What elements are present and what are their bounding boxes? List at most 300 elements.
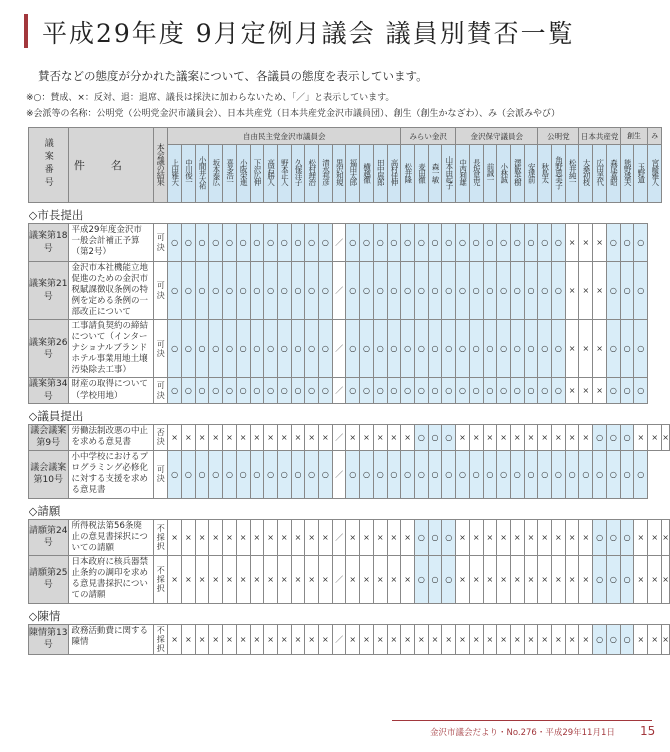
vote-cell: × <box>510 519 524 555</box>
bill-result: 可決 <box>154 450 168 498</box>
vote-cell: ○ <box>181 320 195 378</box>
vote-cell: ○ <box>442 519 456 555</box>
vote-cell: × <box>277 424 291 450</box>
member-name: 高村佳伸 <box>387 145 401 203</box>
vote-cell: × <box>524 424 538 450</box>
vote-cell: ○ <box>620 320 634 378</box>
vote-cell: × <box>401 624 415 654</box>
vote-cell: ○ <box>291 450 305 498</box>
member-name: 小阪栄進 <box>236 145 250 203</box>
member-name: 久保洋子 <box>291 145 305 203</box>
vote-cell: ○ <box>634 320 648 378</box>
vote-cell: ○ <box>510 378 524 403</box>
vote-cell: ○ <box>634 224 648 262</box>
vote-cell: ／ <box>332 262 346 320</box>
vote-cell: ○ <box>606 450 620 498</box>
vote-cell: × <box>579 555 593 603</box>
vote-cell: × <box>524 555 538 603</box>
party-header: 自由民主党金沢市議員会 <box>168 128 401 145</box>
vote-cell: ○ <box>606 320 620 378</box>
vote-cell: ○ <box>168 262 182 320</box>
bill-result: 不採択 <box>154 624 168 654</box>
vote-cell: ○ <box>538 262 552 320</box>
vote-cell: ○ <box>181 224 195 262</box>
vote-cell: × <box>634 519 648 555</box>
vote-cell: × <box>373 624 387 654</box>
vote-cell: × <box>236 624 250 654</box>
vote-cell: × <box>428 624 442 654</box>
vote-cell: ○ <box>428 424 442 450</box>
vote-cell: × <box>565 555 579 603</box>
member-name: 熊野盛夫 <box>620 145 634 203</box>
vote-cell: × <box>483 624 497 654</box>
member-name: 広田美代 <box>593 145 607 203</box>
member-name: 安達前 <box>524 145 538 203</box>
vote-cell: ○ <box>428 378 442 403</box>
vote-cell: × <box>346 624 360 654</box>
vote-cell: × <box>469 624 483 654</box>
vote-cell: × <box>401 519 415 555</box>
vote-cell: × <box>497 424 511 450</box>
vote-cell: ○ <box>428 519 442 555</box>
vote-cell: ○ <box>277 224 291 262</box>
vote-cell: ○ <box>360 262 374 320</box>
vote-cell: × <box>483 555 497 603</box>
vote-cell: ○ <box>223 262 237 320</box>
section-label: ◇請願 <box>28 503 61 518</box>
vote-cell: × <box>181 624 195 654</box>
vote-cell: × <box>524 519 538 555</box>
vote-cell: ○ <box>483 450 497 498</box>
vote-cell: ○ <box>442 262 456 320</box>
vote-cell: ○ <box>264 224 278 262</box>
vote-cell: × <box>565 378 579 403</box>
vote-cell: ○ <box>634 450 648 498</box>
vote-cell: ○ <box>360 320 374 378</box>
vote-cell: × <box>168 555 182 603</box>
member-name: 秋島太 <box>538 145 552 203</box>
vote-cell: ○ <box>305 262 319 320</box>
party-names-note: ※会派等の名称：公明党（公明党金沢市議員会）、日本共産党（日本共産党金沢市議員団）、創生（創生かなざわ）、み（会派みやび） <box>26 109 561 119</box>
vote-cell: ○ <box>497 378 511 403</box>
vote-cell: × <box>469 555 483 603</box>
vote-cell: ○ <box>469 320 483 378</box>
vote-cell: ○ <box>360 224 374 262</box>
vote-cell: ○ <box>168 224 182 262</box>
vote-cell: × <box>277 624 291 654</box>
vote-cell: × <box>223 555 237 603</box>
vote-cell: ○ <box>483 262 497 320</box>
vote-cell: ○ <box>291 320 305 378</box>
vote-cell: ○ <box>373 262 387 320</box>
vote-cell: ○ <box>387 450 401 498</box>
party-header: み <box>648 128 662 145</box>
vote-cell: ○ <box>593 624 607 654</box>
vote-cell: × <box>565 624 579 654</box>
header-bill-name: 件名 <box>68 128 154 203</box>
vote-cell: ○ <box>428 555 442 603</box>
member-name: 森尾嘉昭 <box>606 145 620 203</box>
section-header <box>29 203 670 224</box>
vote-cell: × <box>195 555 209 603</box>
vote-cell: ○ <box>168 378 182 403</box>
vote-cell: × <box>387 519 401 555</box>
member-name: 松村理治 <box>305 145 319 203</box>
bill-title: 労働法制改悪の中止を求める意見書 <box>68 424 154 450</box>
vote-cell: ○ <box>346 320 360 378</box>
vote-cell: × <box>264 555 278 603</box>
vote-cell: ○ <box>387 378 401 403</box>
vote-cell: × <box>538 555 552 603</box>
vote-cell: ○ <box>593 555 607 603</box>
vote-cell: ○ <box>510 224 524 262</box>
vote-cell: ○ <box>606 624 620 654</box>
vote-cell: ○ <box>414 378 428 403</box>
section-label: ◇議員提出 <box>28 408 84 423</box>
vote-cell: × <box>593 320 607 378</box>
vote-cell: ○ <box>209 224 223 262</box>
vote-cell: × <box>469 424 483 450</box>
vote-cell: ○ <box>236 224 250 262</box>
bill-row <box>29 424 670 450</box>
bill-number: 請願第24号 <box>29 519 69 555</box>
vote-cell: × <box>538 424 552 450</box>
vote-cell: ○ <box>510 320 524 378</box>
vote-cell: × <box>305 624 319 654</box>
member-name: 松井隆 <box>401 145 415 203</box>
vote-cell: ○ <box>524 450 538 498</box>
vote-cell: × <box>181 424 195 450</box>
vote-cell: × <box>209 555 223 603</box>
vote-cell: ○ <box>442 378 456 403</box>
vote-cell: ○ <box>401 450 415 498</box>
vote-cell: × <box>579 378 593 403</box>
member-name: 宮崎雅人 <box>648 145 662 203</box>
vote-cell: ○ <box>346 378 360 403</box>
vote-cell: ○ <box>373 224 387 262</box>
vote-cell: ○ <box>181 450 195 498</box>
vote-cell: ○ <box>538 378 552 403</box>
bill-number: 陳情第13号 <box>29 624 69 654</box>
vote-cell: × <box>497 624 511 654</box>
vote-cell: ○ <box>620 555 634 603</box>
member-name: 澤飯英樹 <box>510 145 524 203</box>
vote-cell: ○ <box>195 378 209 403</box>
vote-cell: ○ <box>593 519 607 555</box>
bill-row <box>29 262 670 320</box>
vote-cell: ○ <box>387 262 401 320</box>
vote-cell: ○ <box>510 262 524 320</box>
bill-title: 小中学校におけるプログラミング必修化に対する支援を求める意見書 <box>68 450 154 498</box>
vote-cell: ○ <box>483 224 497 262</box>
vote-cell: × <box>387 624 401 654</box>
vote-table-body <box>29 203 670 655</box>
bill-row <box>29 519 670 555</box>
bill-number: 議案第18号 <box>29 224 69 262</box>
vote-cell: ○ <box>168 450 182 498</box>
member-name: 福田太郎 <box>346 145 360 203</box>
vote-cell: ○ <box>236 262 250 320</box>
bill-number: 議会議案第10号 <box>29 450 69 498</box>
vote-cell: ○ <box>414 555 428 603</box>
vote-cell: ○ <box>236 378 250 403</box>
vote-cell: × <box>510 424 524 450</box>
vote-cell: ○ <box>524 262 538 320</box>
vote-cell: ○ <box>236 450 250 498</box>
member-name: 山本由起子 <box>442 145 456 203</box>
vote-cell: × <box>277 555 291 603</box>
vote-cell: ○ <box>579 450 593 498</box>
header-result: 本会議の結果 <box>154 128 168 203</box>
vote-cell: ○ <box>264 320 278 378</box>
bill-row <box>29 320 670 378</box>
vote-cell: × <box>552 555 566 603</box>
vote-cell: × <box>593 378 607 403</box>
legend-note: ※○：賛成、×：反対、退：退席、議長は採決に加わらないため、「／」と表示しています。 <box>26 93 395 103</box>
bill-result: 不採択 <box>154 519 168 555</box>
vote-cell: × <box>456 555 470 603</box>
vote-cell: ○ <box>456 224 470 262</box>
vote-cell: ○ <box>483 378 497 403</box>
vote-cell: ○ <box>250 378 264 403</box>
section-label: ◇市長提出 <box>28 208 84 222</box>
vote-cell: ／ <box>332 450 346 498</box>
vote-cell: × <box>593 224 607 262</box>
bill-result: 可決 <box>154 224 168 262</box>
vote-cell: × <box>662 424 670 450</box>
vote-cell: ○ <box>209 262 223 320</box>
vote-cell: ／ <box>332 519 346 555</box>
member-name: 松井純一 <box>565 145 579 203</box>
bill-result: 可決 <box>154 262 168 320</box>
bill-title: 政務活動費に関する陳情 <box>68 624 154 654</box>
vote-cell: × <box>319 424 333 450</box>
member-name: 角野恵美子 <box>552 145 566 203</box>
vote-cell: ○ <box>524 378 538 403</box>
bill-row <box>29 555 670 603</box>
vote-cell: ○ <box>538 450 552 498</box>
vote-cell: × <box>552 624 566 654</box>
vote-cell: × <box>360 624 374 654</box>
vote-cell: × <box>223 624 237 654</box>
vote-cell: × <box>648 624 662 654</box>
vote-cell: × <box>373 424 387 450</box>
vote-cell: × <box>264 424 278 450</box>
vote-cell: ○ <box>456 450 470 498</box>
vote-cell: ○ <box>209 378 223 403</box>
vote-cell: × <box>552 424 566 450</box>
vote-cell: ○ <box>565 450 579 498</box>
vote-cell: ○ <box>305 378 319 403</box>
vote-cell: ／ <box>332 378 346 403</box>
vote-cell: ○ <box>456 320 470 378</box>
section-header <box>29 403 670 424</box>
vote-cell: ○ <box>606 519 620 555</box>
vote-cell: ○ <box>552 320 566 378</box>
vote-cell: × <box>648 519 662 555</box>
vote-cell: × <box>209 519 223 555</box>
vote-cell: ○ <box>620 224 634 262</box>
vote-cell: × <box>483 424 497 450</box>
party-header: 日本共産党 <box>579 128 620 145</box>
vote-cell: × <box>168 624 182 654</box>
vote-cell: × <box>579 624 593 654</box>
vote-cell: × <box>346 555 360 603</box>
vote-cell: × <box>483 519 497 555</box>
vote-cell: ○ <box>346 262 360 320</box>
vote-cell: ○ <box>524 320 538 378</box>
bill-number: 議案第34号 <box>29 379 68 402</box>
vote-cell: × <box>662 624 670 654</box>
vote-cell: × <box>360 555 374 603</box>
vote-cell: × <box>579 519 593 555</box>
vote-cell: ○ <box>414 224 428 262</box>
bill-title: 平成29年度金沢市一般会計補正予算（第2号） <box>68 224 154 262</box>
bill-result: 不採択 <box>154 555 168 603</box>
vote-cell: ○ <box>346 450 360 498</box>
section-header <box>29 603 670 624</box>
vote-cell: ○ <box>305 320 319 378</box>
vote-cell: × <box>346 424 360 450</box>
vote-cell: × <box>236 519 250 555</box>
vote-cell: ○ <box>305 450 319 498</box>
vote-cell: × <box>579 262 593 320</box>
member-name: 横越徹 <box>360 145 374 203</box>
vote-cell: × <box>346 519 360 555</box>
party-header: 公明党 <box>538 128 579 145</box>
member-name: 大桑初枝 <box>579 145 593 203</box>
title-accent-bar <box>24 14 28 48</box>
bill-row <box>29 224 670 262</box>
vote-cell: ○ <box>593 424 607 450</box>
member-name: 下沢広伸 <box>250 145 264 203</box>
party-header-row <box>29 128 670 145</box>
vote-cell: ○ <box>483 320 497 378</box>
member-name: 中川俊一 <box>181 145 195 203</box>
bill-result: 否決 <box>154 424 168 450</box>
vote-cell: ○ <box>387 224 401 262</box>
vote-cell: × <box>250 424 264 450</box>
vote-cell: × <box>319 555 333 603</box>
vote-cell: ／ <box>332 320 346 378</box>
bill-result: 可決 <box>154 378 168 403</box>
bill-title: 財産の取得について（学校用地） <box>68 378 154 403</box>
vote-cell: ○ <box>414 424 428 450</box>
vote-cell: × <box>195 424 209 450</box>
vote-cell: ○ <box>634 378 648 403</box>
member-name: 喜多浩一 <box>223 145 237 203</box>
vote-cell: ○ <box>593 450 607 498</box>
vote-cell: ○ <box>606 262 620 320</box>
vote-cell: × <box>524 624 538 654</box>
bill-result: 可決 <box>154 320 168 378</box>
vote-cell: × <box>469 519 483 555</box>
vote-cell: ○ <box>264 378 278 403</box>
vote-cell: ○ <box>168 320 182 378</box>
vote-cell: ○ <box>181 262 195 320</box>
vote-cell: × <box>223 424 237 450</box>
vote-cell: × <box>168 424 182 450</box>
vote-cell: × <box>373 555 387 603</box>
vote-cell: ○ <box>538 224 552 262</box>
vote-cell: ○ <box>209 450 223 498</box>
vote-cell: ○ <box>442 320 456 378</box>
vote-cell: ○ <box>277 262 291 320</box>
page-title: 平成29年度 9月定例月議会 議員別賛否一覧 <box>42 19 575 48</box>
vote-cell: ○ <box>373 378 387 403</box>
vote-cell: × <box>360 424 374 450</box>
vote-cell: × <box>565 424 579 450</box>
vote-cell: ○ <box>620 262 634 320</box>
vote-cell: ○ <box>620 519 634 555</box>
vote-cell: × <box>264 624 278 654</box>
vote-cell: ○ <box>456 378 470 403</box>
party-header: 金沢保守議員会 <box>456 128 538 145</box>
member-name: 黒沢和規 <box>332 145 346 203</box>
vote-cell: ○ <box>277 378 291 403</box>
vote-cell: ○ <box>401 320 415 378</box>
bill-number: 議案第21号 <box>29 262 69 320</box>
vote-cell: × <box>552 519 566 555</box>
vote-cell: ○ <box>469 262 483 320</box>
vote-cell: × <box>565 519 579 555</box>
member-name: 坂本泰広 <box>209 145 223 203</box>
vote-cell: × <box>579 224 593 262</box>
vote-cell: ○ <box>428 450 442 498</box>
vote-cell: × <box>538 624 552 654</box>
vote-cell: ○ <box>250 450 264 498</box>
vote-cell: × <box>209 424 223 450</box>
vote-cell: × <box>456 519 470 555</box>
vote-cell: ○ <box>414 519 428 555</box>
vote-cell: × <box>510 555 524 603</box>
vote-cell: ○ <box>469 378 483 403</box>
vote-cell: ○ <box>401 378 415 403</box>
vote-cell: ○ <box>319 262 333 320</box>
vote-cell: × <box>442 624 456 654</box>
vote-cell: × <box>291 624 305 654</box>
vote-cell: × <box>510 624 524 654</box>
bill-title: 金沢市本社機能立地促進のための金沢市税賦課徴収条例の特例を定める条例の一部改正について <box>68 262 154 320</box>
vote-cell: ○ <box>291 224 305 262</box>
vote-cell: ○ <box>469 224 483 262</box>
vote-cell: ○ <box>250 320 264 378</box>
vote-cell: ○ <box>236 320 250 378</box>
vote-cell: × <box>195 519 209 555</box>
vote-cell: × <box>634 624 648 654</box>
vote-cell: ○ <box>223 450 237 498</box>
party-header: 創生 <box>620 128 647 145</box>
vote-cell: × <box>497 519 511 555</box>
vote-cell: ○ <box>428 262 442 320</box>
vote-cell: ／ <box>332 224 346 262</box>
vote-cell: × <box>648 424 662 450</box>
member-name: 上田雅大 <box>168 145 182 203</box>
bill-number: 請願第25号 <box>29 555 69 603</box>
vote-cell: × <box>195 624 209 654</box>
bill-title: 所得税法第56条廃止の意見書採択についての請願 <box>68 519 154 555</box>
vote-cell: ○ <box>250 262 264 320</box>
vote-cell: ○ <box>510 450 524 498</box>
vote-cell: × <box>236 555 250 603</box>
footer-rule <box>392 720 652 721</box>
vote-cell: × <box>277 519 291 555</box>
vote-cell: ○ <box>442 424 456 450</box>
vote-cell: ○ <box>319 224 333 262</box>
vote-cell: × <box>401 424 415 450</box>
vote-cell: ○ <box>387 320 401 378</box>
vote-cell: × <box>305 519 319 555</box>
